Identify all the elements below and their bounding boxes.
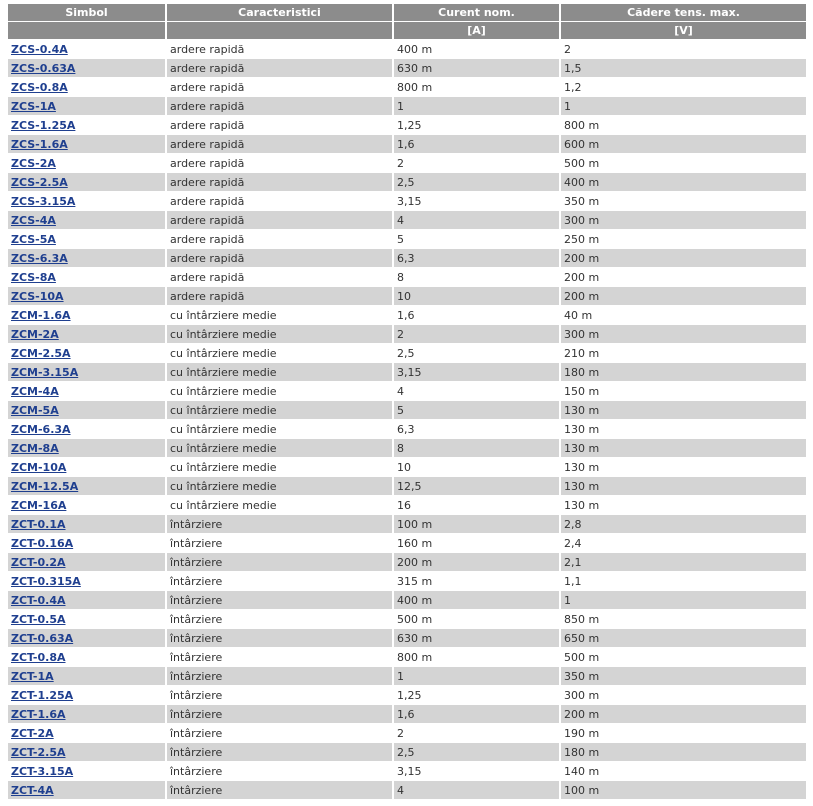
symbol-cell (8, 534, 165, 553)
table-row (8, 496, 806, 515)
symbol-cell (8, 306, 165, 325)
product-symbol-link[interactable]: ZCS-1.6A (11, 137, 68, 151)
characteristics-cell: întârziere (167, 534, 392, 553)
product-symbol-link[interactable]: ZCM-12.5A (11, 479, 79, 493)
symbol-cell (8, 553, 165, 572)
symbol-cell (8, 154, 165, 173)
voltage-drop-cell: 1,5 (561, 59, 806, 78)
voltage-drop-cell: 100 m (561, 781, 806, 800)
symbol-cell (8, 192, 165, 211)
product-symbol-link[interactable]: ZCM-4A (11, 384, 59, 398)
table-row (8, 78, 806, 97)
characteristics-cell: cu întârziere medie (167, 439, 392, 458)
product-symbol-link[interactable]: ZCT-0.16A (11, 536, 74, 550)
table-row (8, 515, 806, 534)
nominal-current-cell: 1,25 (394, 116, 559, 135)
nominal-current-cell: 4 (394, 211, 559, 230)
voltage-drop-cell: 200 m (561, 287, 806, 306)
voltage-drop-cell: 800 m (561, 116, 806, 135)
nominal-current-cell: 4 (394, 382, 559, 401)
voltage-drop-cell: 200 m (561, 249, 806, 268)
column-header-characteristics[interactable]: Caracteristici (167, 4, 392, 22)
symbol-cell (8, 325, 165, 344)
nominal-current-cell: 10 (394, 458, 559, 477)
unit-current: [A] (394, 22, 559, 40)
product-symbol-link[interactable]: ZCS-5A (11, 232, 56, 246)
nominal-current-cell: 8 (394, 439, 559, 458)
table-row (8, 173, 806, 192)
characteristics-cell: întârziere (167, 572, 392, 591)
table-row (8, 648, 806, 667)
voltage-drop-cell: 850 m (561, 610, 806, 629)
product-symbol-link[interactable]: ZCT-0.8A (11, 650, 66, 664)
nominal-current-cell: 12,5 (394, 477, 559, 496)
table-row (8, 249, 806, 268)
nominal-current-cell: 200 m (394, 553, 559, 572)
nominal-current-cell: 1 (394, 667, 559, 686)
table-row (8, 762, 806, 781)
product-symbol-link[interactable]: ZCM-3.15A (11, 365, 79, 379)
product-symbol-link[interactable]: ZCT-0.2A (11, 555, 66, 569)
nominal-current-cell: 2,5 (394, 743, 559, 762)
characteristics-cell: ardere rapidă (167, 230, 392, 249)
table-row (8, 40, 806, 59)
symbol-cell (8, 59, 165, 78)
symbol-cell (8, 344, 165, 363)
voltage-drop-cell: 300 m (561, 325, 806, 344)
table-row (8, 59, 806, 78)
table-row (8, 629, 806, 648)
table-row (8, 572, 806, 591)
voltage-drop-cell: 1 (561, 97, 806, 116)
column-header-symbol[interactable]: Simbol (8, 4, 165, 22)
product-symbol-link[interactable]: ZCT-1.6A (11, 707, 66, 721)
symbol-cell (8, 458, 165, 477)
voltage-drop-cell: 2,4 (561, 534, 806, 553)
symbol-cell (8, 268, 165, 287)
nominal-current-cell: 630 m (394, 629, 559, 648)
product-symbol-link[interactable]: ZCM-2A (11, 327, 59, 341)
table-row (8, 192, 806, 211)
symbol-cell (8, 40, 165, 59)
product-symbol-link[interactable]: ZCS-1.25A (11, 118, 76, 132)
unit-voltage: [V] (561, 22, 806, 40)
symbol-cell (8, 97, 165, 116)
product-symbol-link[interactable]: ZCM-1.6A (11, 308, 71, 322)
nominal-current-cell: 6,3 (394, 420, 559, 439)
symbol-cell (8, 515, 165, 534)
nominal-current-cell: 1,6 (394, 705, 559, 724)
symbol-cell (8, 382, 165, 401)
table-row (8, 439, 806, 458)
product-symbol-link[interactable]: ZCS-0.63A (11, 61, 76, 75)
product-symbol-link[interactable]: ZCS-0.4A (11, 42, 68, 56)
characteristics-cell: ardere rapidă (167, 78, 392, 97)
characteristics-cell: întârziere (167, 553, 392, 572)
voltage-drop-cell: 130 m (561, 496, 806, 515)
nominal-current-cell: 3,15 (394, 762, 559, 781)
table-row (8, 781, 806, 800)
table-row (8, 325, 806, 344)
product-symbol-link[interactable]: ZCS-3.15A (11, 194, 76, 208)
nominal-current-cell: 800 m (394, 648, 559, 667)
unit-characteristics (167, 22, 392, 40)
voltage-drop-cell: 40 m (561, 306, 806, 325)
unit-symbol (8, 22, 165, 40)
column-header-max-voltage-drop[interactable]: Cădere tens. max. (561, 4, 806, 22)
characteristics-cell: ardere rapidă (167, 249, 392, 268)
characteristics-cell: cu întârziere medie (167, 420, 392, 439)
table-header (8, 4, 806, 40)
voltage-drop-cell: 1,1 (561, 572, 806, 591)
product-symbol-link[interactable]: ZCS-2.5A (11, 175, 68, 189)
symbol-cell (8, 401, 165, 420)
product-symbol-link[interactable]: ZCT-2.5A (11, 745, 66, 759)
nominal-current-cell: 100 m (394, 515, 559, 534)
voltage-drop-cell: 200 m (561, 268, 806, 287)
product-symbol-link[interactable]: ZCS-6.3A (11, 251, 68, 265)
symbol-cell (8, 781, 165, 800)
product-symbol-link[interactable]: ZCT-3.15A (11, 764, 74, 778)
symbol-cell (8, 610, 165, 629)
characteristics-cell: întârziere (167, 705, 392, 724)
symbol-cell (8, 173, 165, 192)
nominal-current-cell: 1 (394, 97, 559, 116)
table-row (8, 306, 806, 325)
product-symbol-link[interactable]: ZCT-0.4A (11, 593, 66, 607)
characteristics-cell: ardere rapidă (167, 59, 392, 78)
characteristics-cell: întârziere (167, 591, 392, 610)
symbol-cell (8, 667, 165, 686)
table-row (8, 667, 806, 686)
characteristics-cell: cu întârziere medie (167, 344, 392, 363)
symbol-cell (8, 420, 165, 439)
nominal-current-cell: 6,3 (394, 249, 559, 268)
nominal-current-cell: 8 (394, 268, 559, 287)
voltage-drop-cell: 1 (561, 591, 806, 610)
table-row (8, 610, 806, 629)
characteristics-cell: ardere rapidă (167, 287, 392, 306)
product-symbol-link[interactable]: ZCS-4A (11, 213, 56, 227)
voltage-drop-cell: 600 m (561, 135, 806, 154)
characteristics-cell: întârziere (167, 686, 392, 705)
characteristics-cell: ardere rapidă (167, 268, 392, 287)
product-symbol-link[interactable]: ZCM-10A (11, 460, 67, 474)
product-symbol-link[interactable]: ZCS-1A (11, 99, 56, 113)
symbol-cell (8, 439, 165, 458)
symbol-cell (8, 78, 165, 97)
product-symbol-link[interactable]: ZCM-5A (11, 403, 59, 417)
symbol-cell (8, 648, 165, 667)
nominal-current-cell: 10 (394, 287, 559, 306)
nominal-current-cell: 1,6 (394, 135, 559, 154)
table-row (8, 116, 806, 135)
voltage-drop-cell: 210 m (561, 344, 806, 363)
voltage-drop-cell: 500 m (561, 648, 806, 667)
product-symbol-link[interactable]: ZCS-0.8A (11, 80, 68, 94)
table-row (8, 743, 806, 762)
characteristics-cell: întârziere (167, 648, 392, 667)
characteristics-cell: ardere rapidă (167, 135, 392, 154)
nominal-current-cell: 5 (394, 401, 559, 420)
symbol-cell (8, 572, 165, 591)
table-row (8, 344, 806, 363)
product-symbol-link[interactable]: ZCM-16A (11, 498, 67, 512)
table-row (8, 705, 806, 724)
nominal-current-cell: 2 (394, 724, 559, 743)
voltage-drop-cell: 140 m (561, 762, 806, 781)
nominal-current-cell: 315 m (394, 572, 559, 591)
voltage-drop-cell: 650 m (561, 629, 806, 648)
voltage-drop-cell: 2,1 (561, 553, 806, 572)
units-row (8, 22, 806, 40)
voltage-drop-cell: 500 m (561, 154, 806, 173)
product-symbol-link[interactable]: ZCM-8A (11, 441, 59, 455)
voltage-drop-cell: 250 m (561, 230, 806, 249)
product-symbol-link[interactable]: ZCT-0.315A (11, 574, 81, 588)
voltage-drop-cell: 180 m (561, 363, 806, 382)
product-symbol-link[interactable]: ZCT-2A (11, 726, 54, 740)
characteristics-cell: cu întârziere medie (167, 496, 392, 515)
table-row (8, 230, 806, 249)
nominal-current-cell: 5 (394, 230, 559, 249)
symbol-cell (8, 629, 165, 648)
voltage-drop-cell: 300 m (561, 211, 806, 230)
product-symbol-link[interactable]: ZCM-2.5A (11, 346, 71, 360)
characteristics-cell: întârziere (167, 781, 392, 800)
symbol-cell (8, 724, 165, 743)
nominal-current-cell: 400 m (394, 591, 559, 610)
voltage-drop-cell: 400 m (561, 173, 806, 192)
nominal-current-cell: 160 m (394, 534, 559, 553)
characteristics-cell: întârziere (167, 667, 392, 686)
voltage-drop-cell: 150 m (561, 382, 806, 401)
characteristics-cell: cu întârziere medie (167, 363, 392, 382)
voltage-drop-cell: 130 m (561, 439, 806, 458)
characteristics-cell: cu întârziere medie (167, 401, 392, 420)
nominal-current-cell: 800 m (394, 78, 559, 97)
nominal-current-cell: 1,6 (394, 306, 559, 325)
symbol-cell (8, 743, 165, 762)
voltage-drop-cell: 200 m (561, 705, 806, 724)
voltage-drop-cell: 130 m (561, 477, 806, 496)
table-row (8, 287, 806, 306)
table-row (8, 363, 806, 382)
nominal-current-cell: 4 (394, 781, 559, 800)
symbol-cell (8, 211, 165, 230)
table-row (8, 154, 806, 173)
voltage-drop-cell: 2,8 (561, 515, 806, 534)
nominal-current-cell: 2,5 (394, 173, 559, 192)
symbol-cell (8, 135, 165, 154)
characteristics-cell: ardere rapidă (167, 211, 392, 230)
characteristics-cell: cu întârziere medie (167, 325, 392, 344)
nominal-current-cell: 3,15 (394, 363, 559, 382)
characteristics-cell: cu întârziere medie (167, 382, 392, 401)
product-symbol-link[interactable]: ZCT-1.25A (11, 688, 74, 702)
characteristics-cell: ardere rapidă (167, 97, 392, 116)
table-row (8, 268, 806, 287)
voltage-drop-cell: 130 m (561, 458, 806, 477)
product-symbol-link[interactable]: ZCS-8A (11, 270, 56, 284)
nominal-current-cell: 2 (394, 154, 559, 173)
symbol-cell (8, 496, 165, 515)
characteristics-cell: ardere rapidă (167, 173, 392, 192)
symbol-cell (8, 116, 165, 135)
product-symbol-link[interactable]: ZCT-0.63A (11, 631, 74, 645)
product-symbol-link[interactable]: ZCT-4A (11, 783, 54, 797)
nominal-current-cell: 400 m (394, 40, 559, 59)
symbol-cell (8, 686, 165, 705)
characteristics-cell: ardere rapidă (167, 154, 392, 173)
nominal-current-cell: 500 m (394, 610, 559, 629)
table-row (8, 211, 806, 230)
product-symbol-link[interactable]: ZCS-10A (11, 289, 64, 303)
nominal-current-cell: 2 (394, 325, 559, 344)
nominal-current-cell: 630 m (394, 59, 559, 78)
table-row (8, 458, 806, 477)
voltage-drop-cell: 300 m (561, 686, 806, 705)
voltage-drop-cell: 350 m (561, 192, 806, 211)
nominal-current-cell: 1,25 (394, 686, 559, 705)
characteristics-cell: întârziere (167, 515, 392, 534)
fuse-table (6, 4, 808, 800)
header-row (8, 4, 806, 22)
characteristics-cell: ardere rapidă (167, 192, 392, 211)
product-symbol-link[interactable]: ZCS-2A (11, 156, 56, 170)
table-body (8, 40, 806, 800)
table-row (8, 382, 806, 401)
voltage-drop-cell: 130 m (561, 420, 806, 439)
characteristics-cell: întârziere (167, 629, 392, 648)
voltage-drop-cell: 180 m (561, 743, 806, 762)
table-row (8, 477, 806, 496)
characteristics-cell: cu întârziere medie (167, 458, 392, 477)
characteristics-cell: întârziere (167, 610, 392, 629)
product-symbol-link[interactable]: ZCT-0.5A (11, 612, 66, 626)
characteristics-cell: ardere rapidă (167, 40, 392, 59)
table-row (8, 724, 806, 743)
symbol-cell (8, 762, 165, 781)
nominal-current-cell: 2,5 (394, 344, 559, 363)
voltage-drop-cell: 190 m (561, 724, 806, 743)
symbol-cell (8, 591, 165, 610)
product-symbol-link[interactable]: ZCT-1A (11, 669, 54, 683)
table-row (8, 401, 806, 420)
table-row (8, 534, 806, 553)
nominal-current-cell: 3,15 (394, 192, 559, 211)
table-row (8, 553, 806, 572)
characteristics-cell: întârziere (167, 762, 392, 781)
characteristics-cell: cu întârziere medie (167, 306, 392, 325)
voltage-drop-cell: 130 m (561, 401, 806, 420)
characteristics-cell: întârziere (167, 724, 392, 743)
voltage-drop-cell: 350 m (561, 667, 806, 686)
table-row (8, 97, 806, 116)
symbol-cell (8, 230, 165, 249)
table-row (8, 135, 806, 154)
table-row (8, 591, 806, 610)
symbol-cell (8, 249, 165, 268)
voltage-drop-cell: 1,2 (561, 78, 806, 97)
symbol-cell (8, 705, 165, 724)
symbol-cell (8, 363, 165, 382)
column-header-nominal-current[interactable]: Curent nom. (394, 4, 559, 22)
table-row (8, 686, 806, 705)
symbol-cell (8, 287, 165, 306)
product-symbol-link[interactable]: ZCT-0.1A (11, 517, 66, 531)
characteristics-cell: ardere rapidă (167, 116, 392, 135)
product-symbol-link[interactable]: ZCM-6.3A (11, 422, 71, 436)
symbol-cell (8, 477, 165, 496)
table-row (8, 420, 806, 439)
characteristics-cell: cu întârziere medie (167, 477, 392, 496)
characteristics-cell: întârziere (167, 743, 392, 762)
nominal-current-cell: 16 (394, 496, 559, 515)
voltage-drop-cell: 2 (561, 40, 806, 59)
